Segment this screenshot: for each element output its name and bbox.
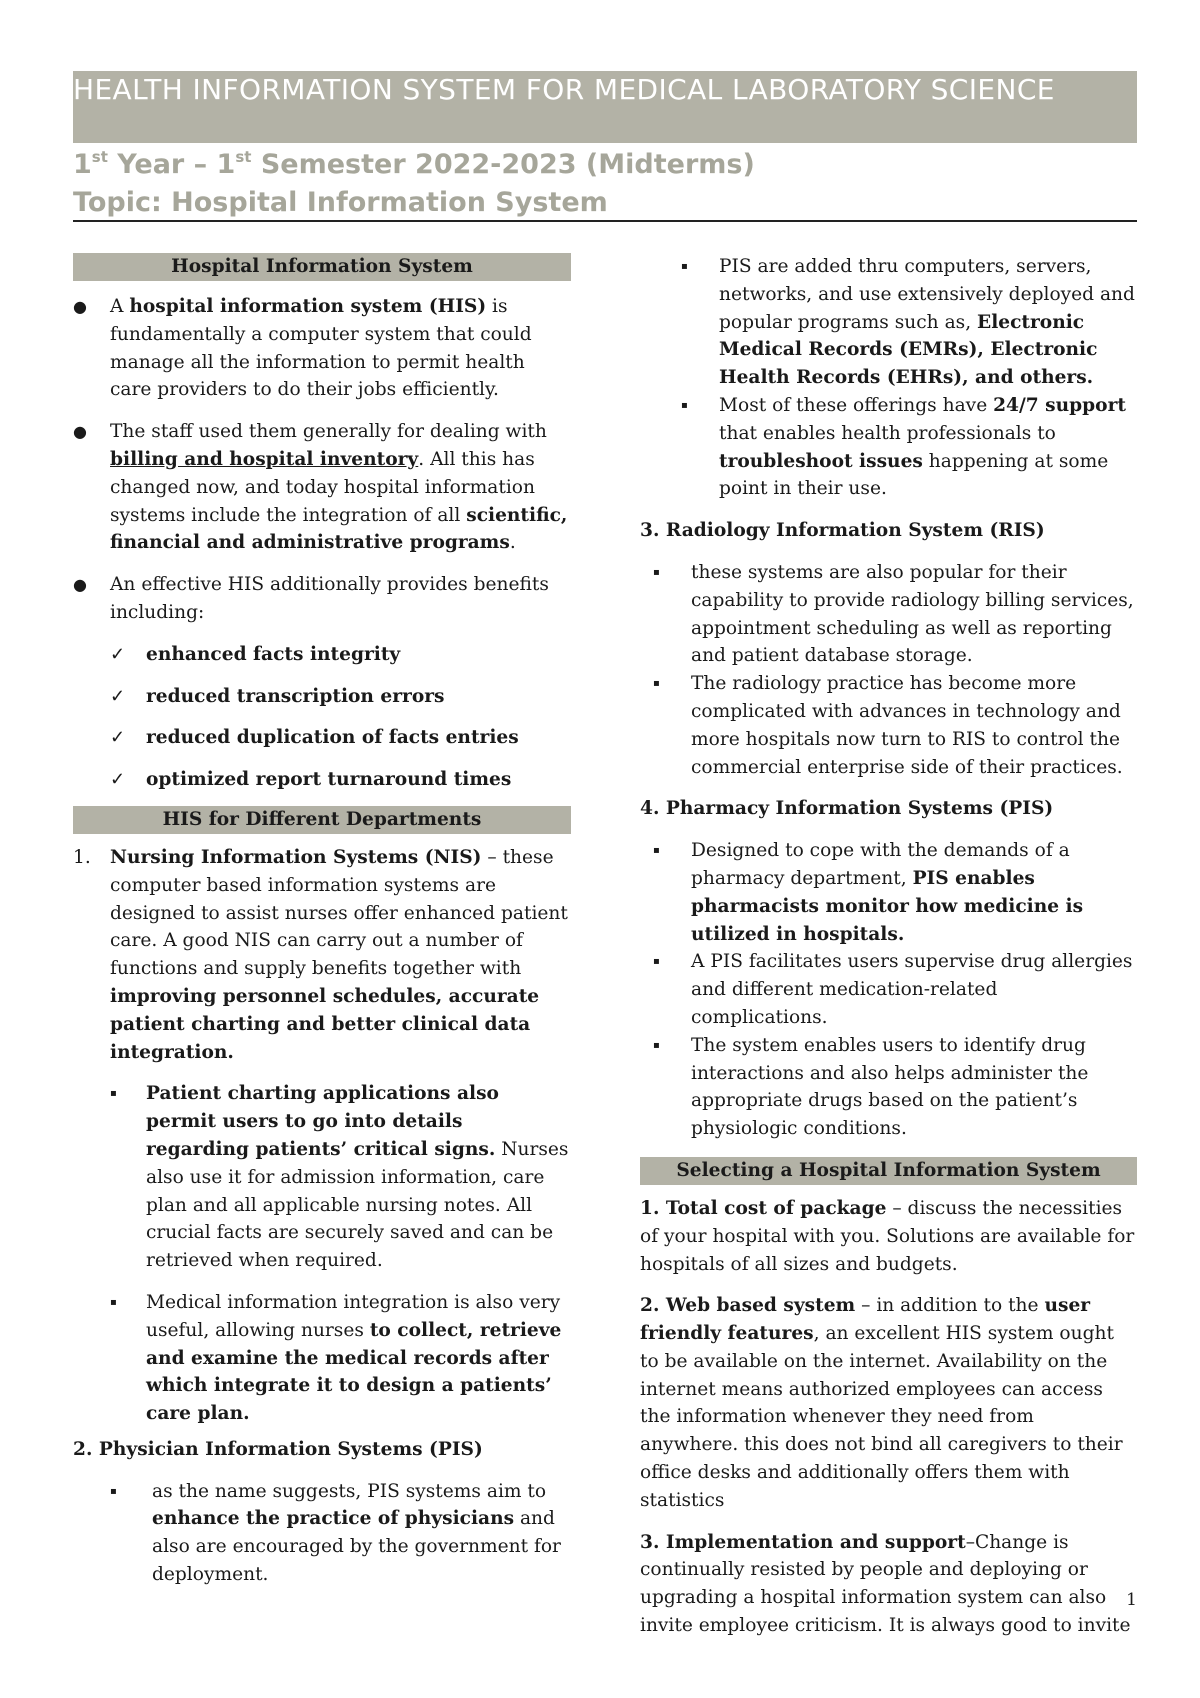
square-bullet-icon: ▪	[653, 1039, 660, 1051]
document-topic: Topic: Hospital Information System	[73, 187, 608, 218]
section-heading-selecting: Selecting a Hospital Information System	[640, 1157, 1137, 1185]
list-item: ▪ A PIS facilitates users supervise drug allergies and different medication-related complications.	[640, 948, 1137, 1031]
square-bullet-icon: ▪	[110, 1296, 117, 1308]
check-item: ✓ enhanced facts integrity	[73, 641, 571, 669]
list-item: ▪ Most of these offerings have 24/7 support that enables health professionals to troubleshoot issues happening at some point in their use.	[640, 392, 1137, 503]
square-bullet-icon: ▪	[653, 566, 660, 578]
header-rule	[73, 220, 1137, 222]
square-bullet-icon: ▪	[681, 261, 688, 272]
list-item: ▪ The radiology practice has become more complicated with advances in technology and more hospitals now turn to RIS to control the commercial enterprise side of their practices.	[640, 670, 1137, 781]
checkmark-icon: ✓	[110, 685, 126, 707]
paragraph-total-cost: 1. Total cost of package – discuss the necessities of your hospital with you. Solutions are available for hospitals of all sizes and budgets.	[640, 1197, 1135, 1275]
subheading-pharmacy: 4. Pharmacy Information Systems (PIS)	[640, 798, 1054, 820]
square-bullet-icon: ▪	[110, 1088, 117, 1100]
list-item: ▪ PIS are added thru computers, servers, networks, and use extensively deployed and popular programs such as, Electronic Medical Records (EMRs), Electronic Health Records (EHRs), and others.	[640, 253, 1137, 392]
section-heading-departments: HIS for Different Departments	[73, 806, 571, 834]
square-bullet-icon: ▪	[653, 845, 660, 857]
list-item: ▪ The system enables users to identify drug interactions and also helps administer the appropriate drugs based on the patient’s physiologic conditions.	[640, 1032, 1137, 1143]
paragraph-implementation: 3. Implementation and support–Change is continually resisted by people and deploying or upgrading a hospital information system can also invite employee criticism. It is always good to invite	[640, 1531, 1131, 1637]
checkmark-icon: ✓	[110, 727, 126, 749]
subheading-ris: 3. Radiology Information System (RIS)	[640, 520, 1045, 542]
list-item: ▪ as the name suggests, PIS systems aim to enhance the practice of physicians and also are encouraged by the government for deployment.	[73, 1478, 571, 1589]
document-subtitle: 1st Year – 1st Semester 2022-2023 (Midterms)	[73, 148, 755, 180]
square-bullet-icon: ▪	[653, 956, 660, 968]
left-column	[73, 253, 571, 1589]
paragraph-web-based: 2. Web based system – in addition to the user friendly features, an excellent HIS system ought to be available on the internet. Availability on the internet means authorized employees can access the information whenever they need from anywhere. this does not bind all caregivers to their office desks and additionally offers them with statistics	[640, 1295, 1123, 1511]
square-bullet-icon: ▪	[110, 1485, 117, 1497]
section-heading-his: Hospital Information System	[73, 253, 571, 281]
bullet-icon: ●	[73, 422, 87, 442]
checkmark-icon: ✓	[110, 769, 126, 791]
document-title: HEALTH INFORMATION SYSTEM FOR MEDICAL LABORATORY SCIENCE	[73, 73, 1055, 106]
list-item: ▪ Patient charting applications also permit users to go into details regarding patients’ critical signs. Nurses also use it for admission information, care plan and all applicable nursing notes. All crucial facts are securely saved and can be retrieved when required.	[73, 1080, 571, 1275]
list-item: ▪ these systems are also popular for their capability to provide radiology billing services, appointment scheduling as well as reporting and patient database storage.	[640, 559, 1137, 670]
list-number: 1.	[73, 846, 91, 868]
list-item: ● A hospital information system (HIS) is fundamentally a computer system that could manage all the information to permit health care providers to do their jobs efficiently.	[73, 293, 571, 404]
list-item: ▪ Designed to cope with the demands of a pharmacy department, PIS enables pharmacists monitor how medicine is utilized in hospitals.	[640, 837, 1137, 948]
bullet-icon: ●	[73, 297, 87, 316]
list-item: ▪ Medical information integration is also very useful, allowing nurses to collect, retrieve and examine the medical records after which integrate it to design a patients’ care plan.	[73, 1289, 571, 1428]
page-number: 1	[1126, 1590, 1137, 1610]
right-column	[640, 253, 1137, 1640]
numbered-item-nis: 1. Nursing Information Systems (NIS) – these computer based information systems are designed to assist nurses offer enhanced patient care. A good NIS can carry out a number of functions and supply benefits together with improving personnel schedules, accurate patient charting and better clinical data integration.	[73, 844, 571, 1066]
square-bullet-icon: ▪	[681, 399, 688, 411]
check-item: ✓ reduced transcription errors	[73, 683, 571, 711]
list-item: ● The staff used them generally for dealing with billing and hospital inventory. All this has changed now, and today hospital information systems include the integration of all scientific, financial and administrative programs.	[73, 418, 571, 557]
bullet-icon: ●	[73, 575, 87, 595]
list-item: ● An effective HIS additionally provides benefits including:	[73, 571, 571, 627]
checkmark-icon: ✓	[110, 643, 126, 665]
check-item: ✓ reduced duplication of facts entries	[73, 724, 571, 752]
square-bullet-icon: ▪	[653, 678, 660, 690]
subheading-pis: 2. Physician Information Systems (PIS)	[73, 1438, 483, 1460]
check-item: ✓ optimized report turnaround times	[73, 766, 571, 794]
